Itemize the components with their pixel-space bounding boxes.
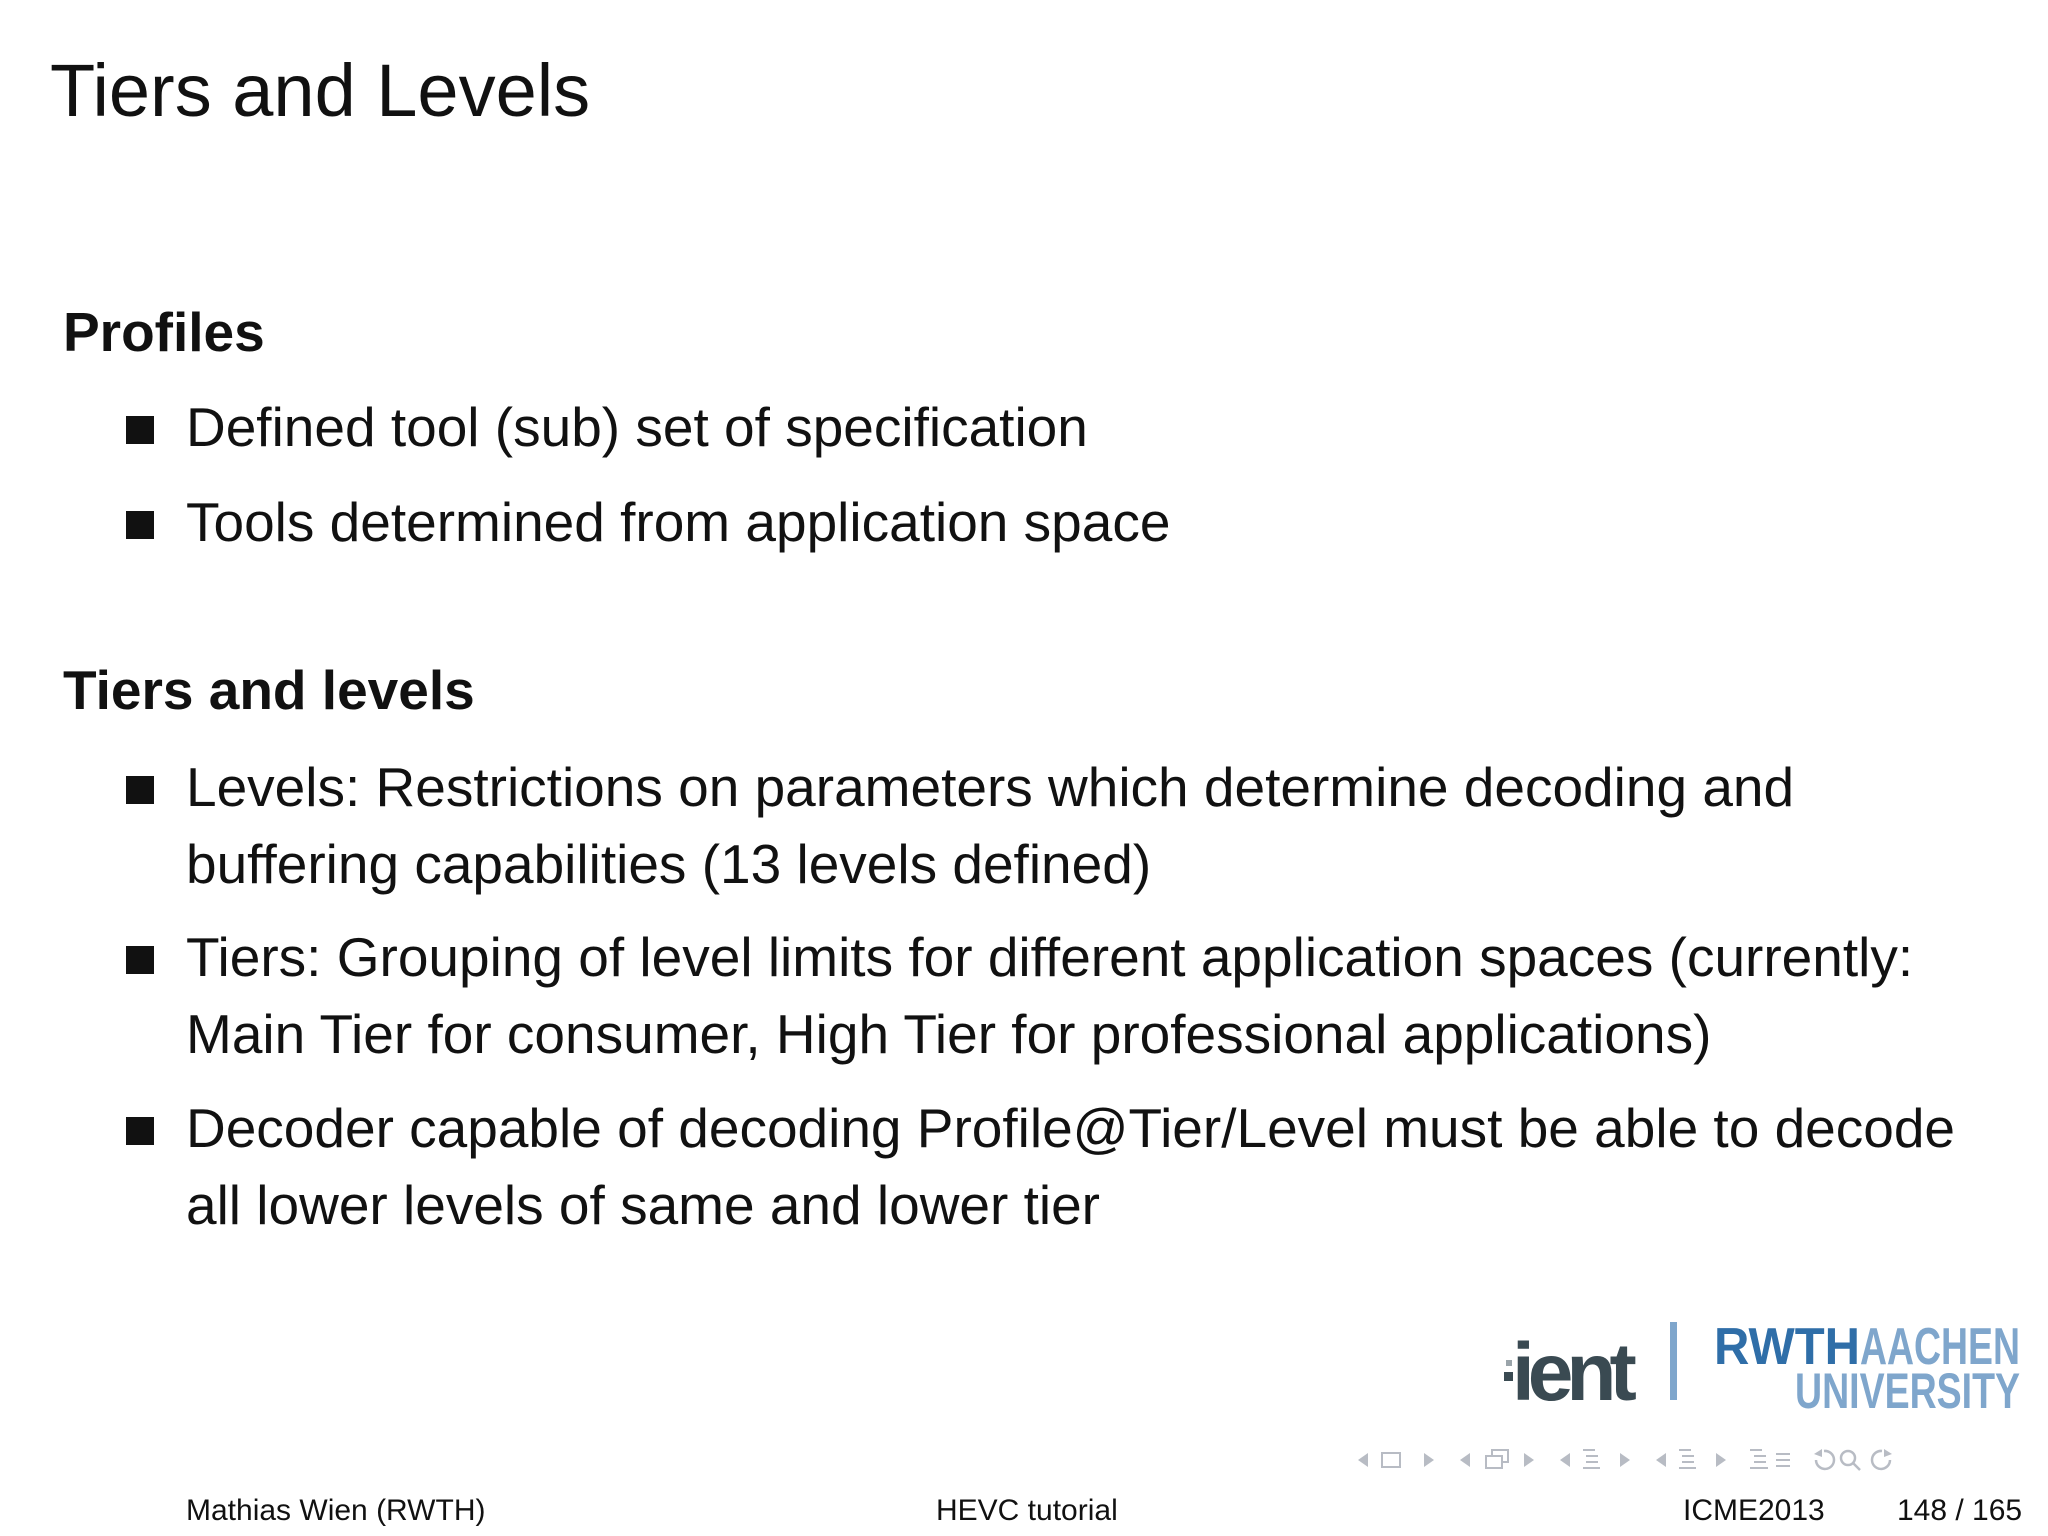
nav-forward-icon[interactable]: [1872, 1449, 1892, 1469]
rwth-logo-text: RWTH: [1714, 1318, 1860, 1376]
aachen-logo-text: AACHEN: [1860, 1318, 2020, 1376]
nav-document-icon[interactable]: [1750, 1450, 1790, 1468]
nav-next-section-icon[interactable]: [1716, 1453, 1726, 1467]
nav-slide-icon: [1382, 1453, 1400, 1467]
list-item: Tools determined from application space: [186, 491, 1171, 553]
bullet-square-icon: [126, 511, 154, 539]
footer-talk-title: HEVC tutorial: [936, 1494, 1118, 1527]
bullet-square-icon: [126, 1117, 154, 1145]
nav-prev-subsection-icon[interactable]: [1560, 1453, 1570, 1467]
bullet-square-icon: [126, 416, 154, 444]
ient-logo-text: ient: [1512, 1327, 1630, 1418]
ient-logo: [1504, 1327, 1636, 1418]
university-logo-text: UNIVERSITY: [1795, 1363, 2020, 1419]
nav-prev-section-icon[interactable]: [1656, 1453, 1666, 1467]
section-heading-profiles: Profiles: [63, 301, 265, 363]
footer-page-number: 148 / 165: [1897, 1494, 2023, 1527]
nav-next-subsection-icon[interactable]: [1620, 1453, 1630, 1467]
nav-next-frame-icon[interactable]: [1524, 1453, 1534, 1467]
bullet-square-icon: [126, 776, 154, 804]
section-heading-tiers-and-levels: Tiers and levels: [63, 659, 475, 721]
nav-back-icon[interactable]: [1814, 1449, 1834, 1469]
list-item: Decoder capable of decoding Profile@Tier/Level must be able to decode all lower levels of same and lower tier: [186, 1097, 1956, 1236]
list-item: Tiers: Grouping of level limits for different application spaces (currently: Main Tier for consumer, High Tier for professional applications): [186, 926, 1914, 1065]
slide-title: Tiers and Levels: [50, 49, 591, 132]
nav-subsection-icon: [1583, 1450, 1600, 1468]
list-item: Defined tool (sub) set of specification: [186, 396, 1088, 458]
nav-prev-frame-icon[interactable]: [1460, 1453, 1470, 1467]
footer-author: Mathias Wien (RWTH): [186, 1494, 486, 1527]
nav-next-slide-icon[interactable]: [1424, 1453, 1434, 1467]
rwth-logo: [1714, 1318, 2020, 1419]
nav-section-icon: [1679, 1450, 1696, 1468]
nav-frame-icon: [1486, 1450, 1508, 1468]
list-item: Levels: Restrictions on parameters which determine decoding and buffering capabilities (13 levels defined): [186, 756, 1795, 895]
institution-logos: [1500, 1310, 2030, 1420]
footer-event: ICME2013: [1683, 1494, 1825, 1527]
bullet-square-icon: [126, 946, 154, 974]
logo-divider: [1670, 1322, 1677, 1400]
beamer-navigation-bar: [1338, 1440, 2038, 1480]
nav-search-icon[interactable]: [1841, 1451, 1860, 1470]
nav-prev-slide-icon[interactable]: [1358, 1453, 1368, 1467]
